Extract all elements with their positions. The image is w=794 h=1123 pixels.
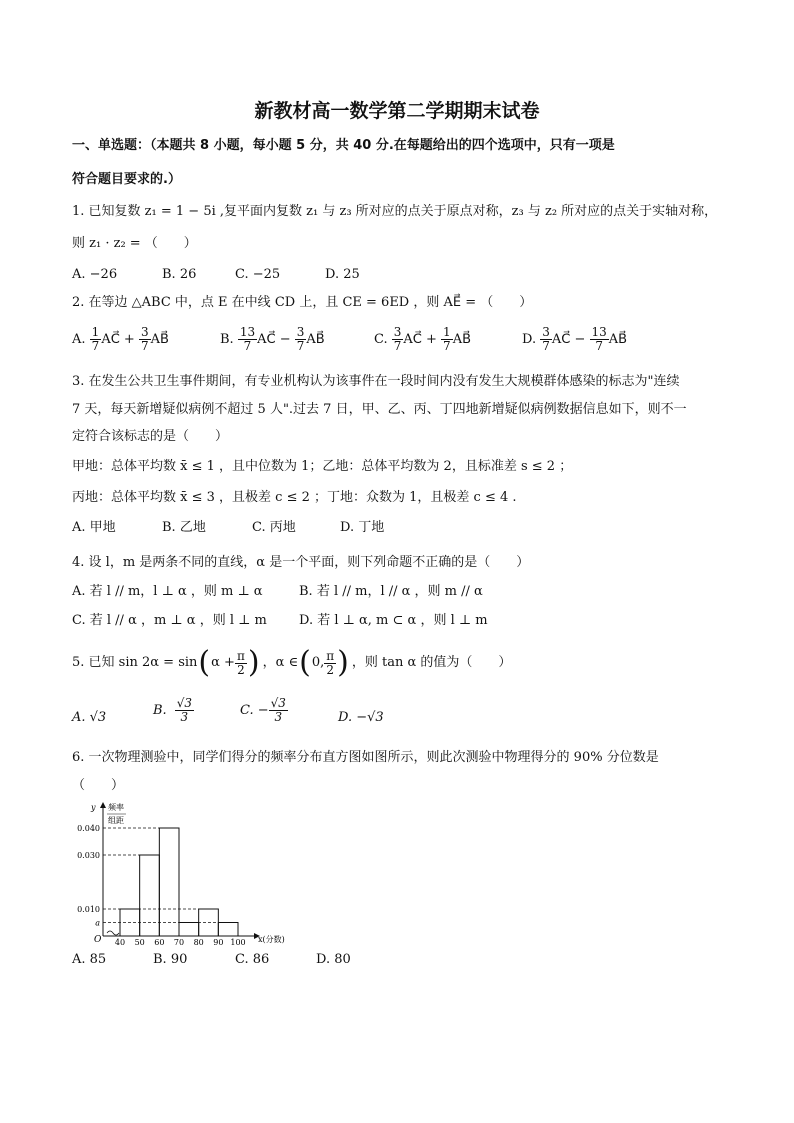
- y-label-bottom: 组距: [108, 816, 124, 825]
- histogram-bar-4: [179, 923, 199, 937]
- y-tick-label-3: 0.010: [77, 905, 100, 914]
- q2-option-a-frac2: $\frac{3}{7}$: [140, 325, 149, 353]
- y-tick-label-1: 0.040: [77, 824, 100, 833]
- section-heading-line2: 符合题目要求的.）: [72, 172, 181, 187]
- q5-in-text: ，α ∈: [262, 655, 299, 670]
- q5-stem: [72, 645, 512, 680]
- q4-option-b[interactable]: B. 若 l // m，l // α ，则 m // α: [299, 584, 483, 599]
- y-axis-symbol: y: [91, 803, 96, 812]
- q3-line5: 丙地：总体平均数 x̄ ≤ 3 ，且极差 c ≤ 2 ；丁地：众数为 1，且极差 c ≤ 4 .: [72, 490, 517, 505]
- origin-label: O: [94, 935, 102, 945]
- q5-option-d[interactable]: D. −√3: [338, 710, 384, 725]
- q6-line1: 6. 一次物理测验中，同学们得分的频率分布直方图如图所示，则此次测验中物理得分的 90% 分位数是: [72, 750, 659, 765]
- q4-option-c[interactable]: C. 若 l // α ，m ⊥ α ，则 l ⊥ m: [72, 613, 267, 628]
- histogram-bar-2: [140, 855, 160, 936]
- q2-option-a-vec1: AC⃗ +: [101, 332, 135, 347]
- q3-option-c[interactable]: C. 丙地: [252, 520, 296, 535]
- q1-option-d[interactable]: D. 25: [325, 267, 360, 282]
- axis-break: [107, 931, 119, 935]
- q3-line2: 7 天，每天新增疑似病例不超过 5 人".过去 7 日，甲、乙、丙、丁四地新增疑似病例数据信息如下，则不一: [72, 402, 687, 417]
- q1-option-c[interactable]: C. −25: [235, 267, 281, 282]
- y-tick-label-4: a: [95, 918, 100, 928]
- q2-option-c-frac2: $\frac{1}{7}$: [443, 325, 451, 353]
- q5-option-c-letter: C. −: [240, 702, 269, 718]
- q5-prefix: 5. 已知 sin 2α = sin: [72, 655, 198, 670]
- y-axis-arrow: [100, 802, 106, 808]
- x-tick-label-60: 60: [154, 938, 165, 945]
- q5-option-b-frac: $\frac{√3}{3}$: [176, 696, 192, 724]
- q2-option-d-letter: D.: [522, 332, 537, 347]
- q5-option-a[interactable]: A. √3: [72, 710, 107, 725]
- q6-line2: （ ）: [72, 778, 125, 793]
- q5-option-c-frac: $\frac{√3}{3}$: [270, 696, 286, 724]
- q2-option-c-vec2: AB⃗: [452, 332, 471, 347]
- q2-option-b-letter: B.: [220, 332, 234, 347]
- q6-option-b[interactable]: B. 90: [153, 952, 188, 967]
- q2-option-d-vec1: AC⃗ −: [551, 332, 586, 347]
- q4-option-a[interactable]: A. 若 l // m，l ⊥ α ，则 m ⊥ α: [72, 584, 263, 599]
- q6-option-c[interactable]: C. 86: [235, 952, 270, 967]
- q5-pi-over-2: $\frac{\pi}{2}$: [236, 648, 245, 677]
- q2-option-b-vec2: AB⃗: [306, 332, 325, 347]
- q5-interval-right: $\frac{\pi}{2}$: [326, 648, 335, 677]
- histogram-axes: [90, 802, 285, 945]
- q3-line3: 定符合该标志的是（ ）: [72, 429, 229, 444]
- x-tick-label-50: 50: [134, 938, 145, 945]
- x-tick-label-70: 70: [173, 938, 185, 945]
- x-tick-label-80: 80: [193, 938, 204, 945]
- q2-option-b-frac2: $\frac{3}{7}$: [296, 325, 305, 353]
- x-axis-label: x(分数): [258, 935, 285, 944]
- q1-line2: 则 z₁ · z₂ = （ ）: [72, 236, 197, 251]
- q1-option-a[interactable]: A. −26: [72, 267, 118, 282]
- histogram-bar-6: [218, 923, 238, 937]
- histogram-marks: [77, 824, 246, 945]
- q6-option-a[interactable]: A. 85: [72, 952, 107, 967]
- q3-line1: 3. 在发生公共卫生事件期间，有专业机构认为该事件在一段时间内没有发生大规模群体感染的标志为"连续: [72, 374, 680, 389]
- q2-line1: 2. 在等边 △ABC 中，点 E 在中线 CD 上，且 CE = 6ED ，则 AE⃗ = （ ）: [72, 295, 533, 310]
- q2-option-c[interactable]: [374, 326, 471, 353]
- q5-option-b[interactable]: [153, 697, 194, 724]
- q5-suffix: ，则 tan α 的值为（ ）: [351, 655, 512, 670]
- q4-option-d[interactable]: D. 若 l ⊥ α, m ⊂ α ，则 l ⊥ m: [299, 613, 488, 628]
- q2-option-b-vec1: AC⃗ −: [257, 332, 291, 347]
- q5-paren-inner: α +: [211, 655, 235, 670]
- q2-option-d-frac1: $\frac{3}{7}$: [542, 325, 550, 353]
- q2-option-c-letter: C.: [374, 332, 388, 347]
- q5-paren-close: ): [247, 645, 260, 680]
- q6-option-d[interactable]: D. 80: [316, 952, 351, 967]
- section-heading-line1: 一、单选题：（本题共 8 小题，每小题 5 分，共 40 分.在每题给出的四个选项中，只有一项是: [72, 138, 615, 153]
- exam-title: 新教材高一数学第二学期期末试卷: [254, 100, 540, 122]
- x-tick-label-40: 40: [114, 938, 126, 945]
- q2-option-d[interactable]: [522, 326, 627, 353]
- q1-line1: 1. 已知复数 z₁ = 1 − 5i ,复平面内复数 z₁ 与 z₃ 所对应的点关于原点对称，z₃ 与 z₂ 所对应的点关于实轴对称，: [72, 204, 718, 219]
- frequency-histogram: [68, 800, 298, 945]
- q5-interval-close: ): [337, 645, 349, 680]
- q5-paren-open: (: [198, 645, 211, 680]
- q3-option-b[interactable]: B. 乙地: [162, 520, 206, 535]
- y-label-top: 频率: [108, 803, 124, 812]
- y-tick-label-2: 0.030: [77, 851, 100, 860]
- x-tick-label-100: 100: [230, 938, 246, 945]
- q2-option-a-frac1: $\frac{1}{7}$: [91, 325, 100, 353]
- q3-option-d[interactable]: D. 丁地: [340, 520, 385, 535]
- q2-option-d-frac2: $\frac{13}{7}$: [591, 325, 607, 353]
- q2-option-c-vec1: AC⃗ +: [403, 332, 437, 347]
- q3-option-a[interactable]: A. 甲地: [72, 520, 116, 535]
- q2-option-b-frac1: $\frac{13}{7}$: [239, 325, 256, 353]
- x-tick-label-90: 90: [213, 938, 224, 945]
- q5-option-c[interactable]: [240, 697, 288, 724]
- q3-line4: 甲地：总体平均数 x̄ ≤ 1 ，且中位数为 1；乙地：总体平均数为 2，且标准差 s ≤ 2 ；: [72, 459, 573, 474]
- q5-interval-open: (: [299, 645, 311, 680]
- q2-option-a[interactable]: [72, 326, 169, 353]
- q2-option-d-vec2: AB⃗: [608, 332, 628, 347]
- q4-line1: 4. 设 l，m 是两条不同的直线，α 是一个平面，则下列命题不正确的是（ ）: [72, 555, 530, 570]
- q2-option-c-frac1: $\frac{3}{7}$: [393, 325, 402, 353]
- q5-interval-left: 0,: [311, 655, 325, 670]
- q5-option-b-letter: B.: [153, 702, 167, 718]
- q2-option-a-letter: A.: [72, 332, 86, 347]
- q2-option-a-vec2: AB⃗: [150, 332, 169, 347]
- q2-option-b[interactable]: [220, 326, 325, 353]
- histogram-bar-3: [159, 828, 179, 936]
- q1-option-b[interactable]: B. 26: [162, 267, 197, 282]
